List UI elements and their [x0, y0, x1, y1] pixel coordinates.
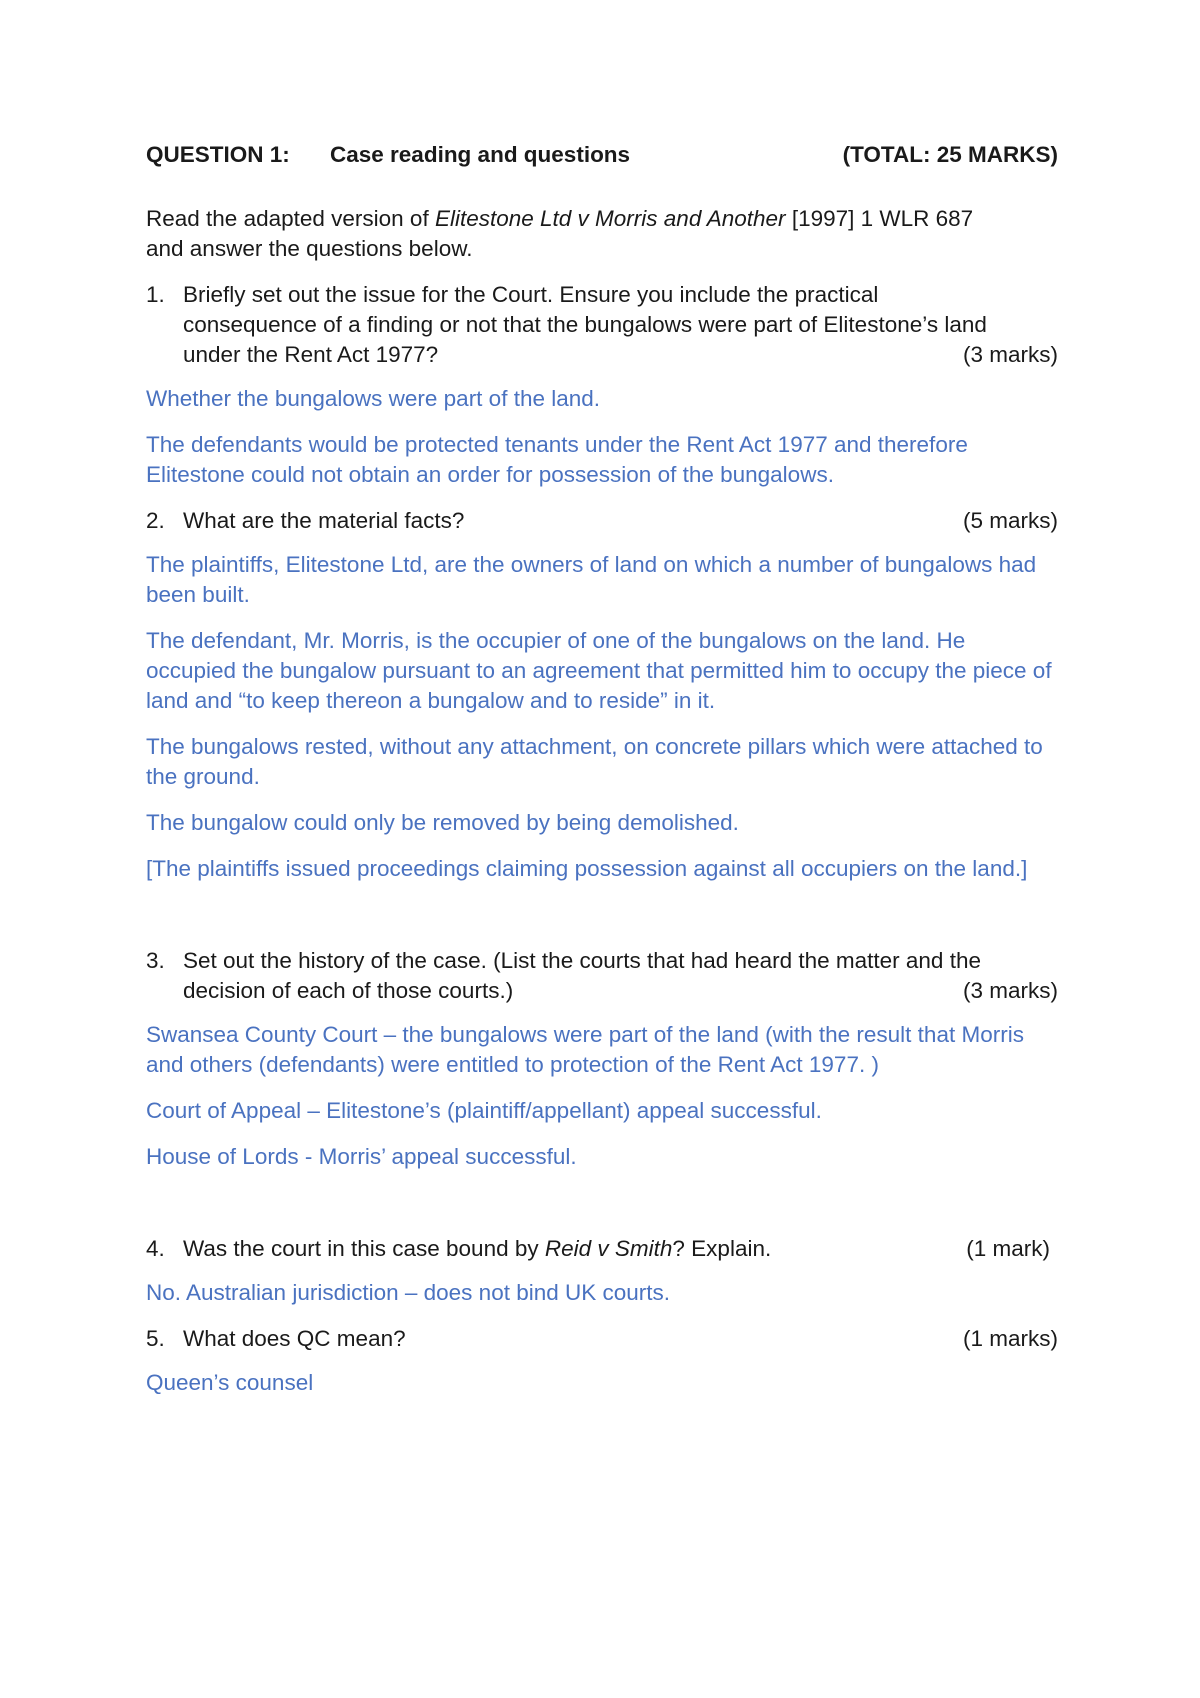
- question-number: 3.: [146, 948, 165, 973]
- answer-paragraph: The bungalows rested, without any attachment, on concrete pillars which were attached to the ground.: [146, 734, 1043, 789]
- question-number: 4.: [146, 1236, 165, 1261]
- question-heading: [146, 140, 1058, 170]
- question-3: [146, 946, 1058, 1006]
- answer-paragraph: The bungalow could only be removed by being demolished.: [146, 810, 739, 835]
- question-number: 2.: [146, 508, 165, 533]
- question-2: [146, 506, 1058, 536]
- marks-label: (1 marks): [963, 1326, 1058, 1351]
- question-text-line: decision of each of those courts.): [183, 978, 514, 1003]
- marks-label: (5 marks): [963, 508, 1058, 533]
- answer-paragraph: House of Lords - Morris’ appeal successful.: [146, 1144, 577, 1169]
- intro-paragraph: [146, 204, 1058, 264]
- question-number: 5.: [146, 1326, 165, 1351]
- question-text-line: Briefly set out the issue for the Court. Ensure you include the practical: [183, 282, 879, 307]
- question-text-pre: Was the court in this case bound by: [183, 1236, 545, 1261]
- question-4: [146, 1234, 1058, 1264]
- marks-label: (1 mark): [966, 1236, 1050, 1261]
- answer-paragraph: No. Australian jurisdiction – does not bind UK courts.: [146, 1280, 671, 1305]
- intro-case-name: Elitestone Ltd v Morris and Another: [434, 206, 786, 231]
- question-text: What are the material facts?: [183, 508, 465, 533]
- answer-paragraph: The defendants would be protected tenants under the Rent Act 1977 and therefore Elitestone could not obtain an order for possession of the bungalows.: [146, 432, 968, 487]
- question-label: QUESTION 1:: [146, 142, 290, 167]
- answer-paragraph: The plaintiffs, Elitestone Ltd, are the owners of land on which a number of bungalows had been built.: [146, 552, 1037, 607]
- intro-line-2: and answer the questions below.: [146, 236, 473, 261]
- marks-label: (3 marks): [963, 978, 1058, 1003]
- question-text-line: Set out the history of the case. (List the courts that had heard the matter and the: [183, 948, 981, 973]
- answer-paragraph: Swansea County Court – the bungalows were part of the land (with the result that Morris and others (defendants) were entitled to protection of the Rent Act 1977. ): [146, 1022, 1024, 1077]
- question-number: 1.: [146, 282, 165, 307]
- question-1: [146, 280, 1058, 370]
- document-content: [146, 140, 1058, 1414]
- answer-paragraph: Whether the bungalows were part of the land.: [146, 386, 601, 411]
- question-text-line: under the Rent Act 1977?: [183, 342, 439, 367]
- marks-label: (3 marks): [963, 342, 1058, 367]
- question-text-post: ? Explain.: [672, 1236, 772, 1261]
- total-marks: (TOTAL: 25 MARKS): [842, 142, 1058, 167]
- answer-paragraph: Queen’s counsel: [146, 1370, 314, 1395]
- answer-paragraph: [The plaintiffs issued proceedings claiming possession against all occupiers on the land.]: [146, 856, 1028, 881]
- question-title: Case reading and questions: [330, 142, 631, 167]
- answer-paragraph: Court of Appeal – Elitestone’s (plaintiff/appellant) appeal successful.: [146, 1098, 822, 1123]
- question-case-name: Reid v Smith: [544, 1236, 673, 1261]
- intro-post: [1997] 1 WLR 687: [785, 206, 974, 231]
- question-text: What does QC mean?: [183, 1326, 406, 1351]
- question-5: [146, 1324, 1058, 1354]
- answer-paragraph: The defendant, Mr. Morris, is the occupier of one of the bungalows on the land. He occupied the bungalow pursuant to an agreement that permitted him to occupy the piece of land and “to keep thereon a bungalow and to reside” in it.: [146, 628, 1052, 713]
- question-text-line: consequence of a finding or not that the bungalows were part of Elitestone’s land: [183, 312, 987, 337]
- intro-pre: Read the adapted version of: [146, 206, 435, 231]
